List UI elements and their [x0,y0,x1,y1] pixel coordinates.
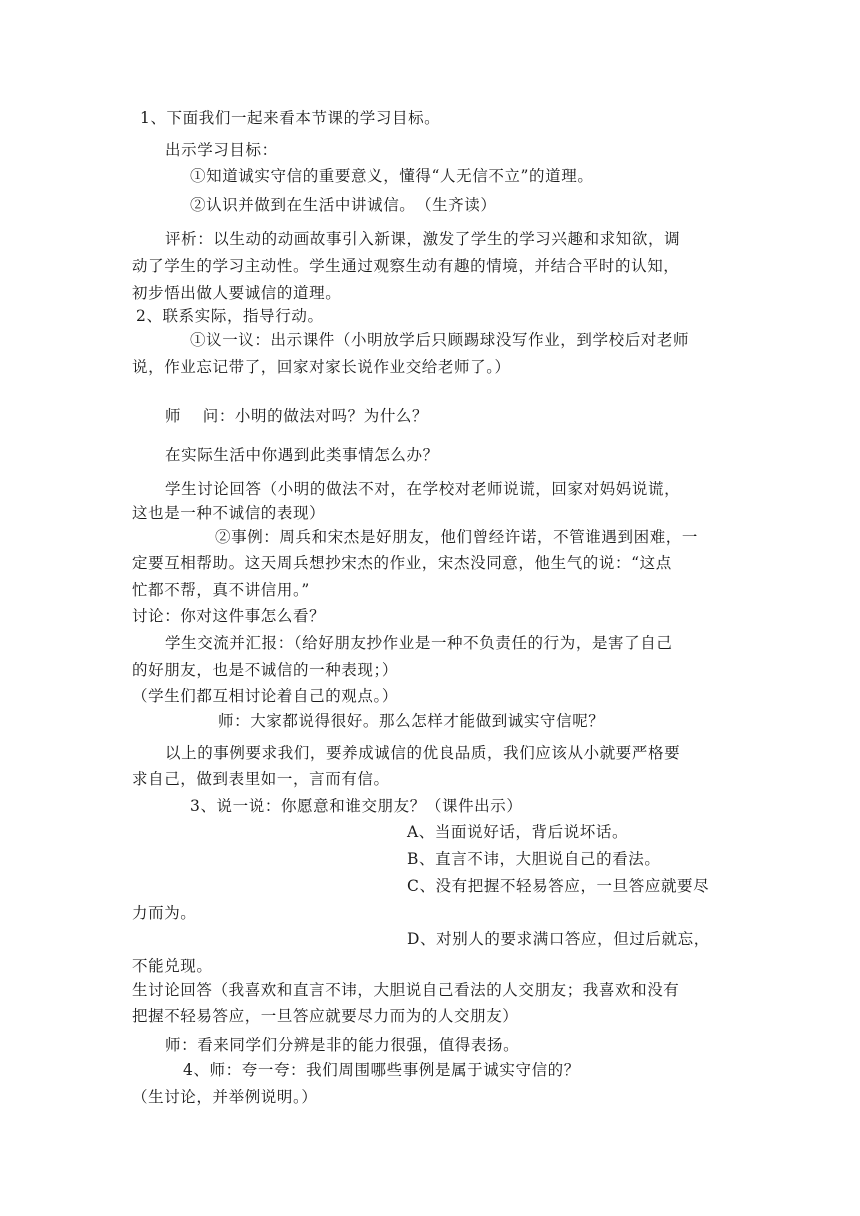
section-4-note: （生讨论，并举例说明。） [132,1088,318,1106]
option-c-cont: 力而为。 [132,904,197,922]
option-d: D、对别人的要求满口答应，但过后就忘， [407,930,710,948]
student-note: （学生们都互相讨论着自己的观点。） [132,687,398,705]
question-text: 在实际生活中你遇到此类事情怎么办？ [165,446,439,464]
comment-line: 初步悟出做人要诚信的道理。 [132,284,342,302]
summary: 以上的事例要求我们，要养成诚信的优良品质，我们应该从小就要严格要 [165,744,681,762]
goals-label: 出示学习目标： [165,141,278,159]
student-report: 学生交流并汇报：（给好朋友抄作业是一种不负责任的行为，是害了自己 [165,634,673,652]
option-c: C、没有把握不轻易答应，一旦答应就要尽 [407,877,710,895]
section-1-heading: 1、下面我们一起来看本节课的学习目标。 [140,109,441,127]
teacher-remark: 师：大家都说得很好。那么怎样才能做到诚实守信呢？ [218,712,605,730]
student-answer: 学生讨论回答（小明的做法不对，在学校对老师说谎，回家对妈妈说谎， [165,480,681,498]
student-answer-cont: 这也是一种不诚信的表现） [132,504,326,522]
section-2-heading: 2、联系实际，指导行动。 [136,307,324,325]
student-answer-2: 生讨论回答（我喜欢和直言不讳，大胆说自己看法的人交朋友；我喜欢和没有 [132,981,680,999]
activity-1-cont: 说，作业忘记带了，回家对家长说作业交给老师了。） [132,358,511,376]
activity-1: ①议一议：出示课件（小明放学后只顾踢球没写作业，到学校后对老师 [190,331,690,349]
option-d-cont: 不能兑现。 [132,957,213,975]
discussion: 讨论：你对这件事怎么看？ [132,607,326,625]
teacher-question: 师 问：小明的做法对吗？为什么？ [165,407,429,425]
option-b: B、直言不讳，大胆说自己的看法。 [407,850,661,868]
example-2-cont: 忙都不帮，真不讲信用。” [132,581,310,599]
comment-line: 动了学生的学习主动性。学生通过观察生动有趣的情境，并结合平时的认知， [132,257,680,275]
student-report-cont: 的好朋友，也是不诚信的一种表现；） [132,661,398,679]
teacher-praise: 师：看来同学们分辨是非的能力很强，值得表扬。 [165,1036,520,1054]
example-2-cont: 定要互相帮助。这天周兵想抄宋杰的作业，宋杰没同意，他生气的说：“这点 [132,554,672,572]
option-a: A、当面说好话，背后说坏话。 [407,823,629,841]
section-4-heading: 4、师：夸一夸：我们周围哪些事例是属于诚实守信的？ [183,1061,580,1079]
comment-line: 评析：以生动的动画故事引入新课，激发了学生的学习兴趣和求知欲，调 [165,230,681,248]
goal-2: ②认识并做到在生活中讲诚信。 （生齐读） [190,196,497,214]
goal-1: ①知道诚实守信的重要意义，懂得“人无信不立”的道理。 [190,167,594,185]
summary-cont: 求自己，做到表里如一，言而有信。 [132,770,390,788]
section-3-heading: 3、说一说：你愿意和谁交朋友？（课件出示） [190,797,523,815]
example-2: ②事例：周兵和宋杰是好朋友，他们曾经许诺，不管谁遇到困难，一 [215,528,699,546]
student-answer-2-cont: 把握不轻易答应，一旦答应就要尽力而为的人交朋友） [132,1007,519,1025]
